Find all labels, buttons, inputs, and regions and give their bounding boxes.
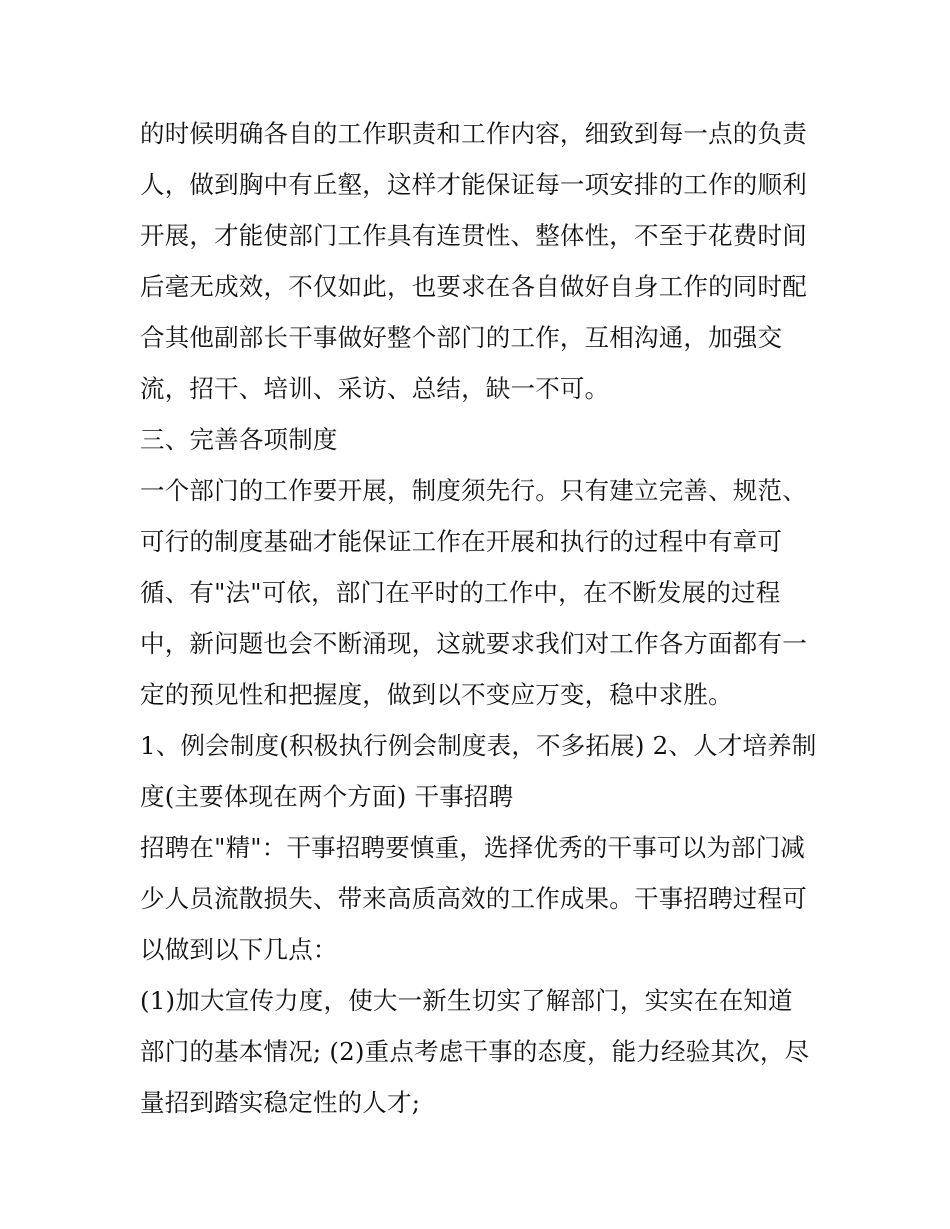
text-line: 1、例会制度(积极执行例会制度表，不多拓展) 2、人才培养制 xyxy=(140,731,817,760)
text-line: 后毫无成效，不仅如此，也要求在各自做好自身工作的同时配 xyxy=(140,272,807,301)
text-line: 少人员流散损失、带来高质高效的工作成果。干事招聘过程可 xyxy=(140,884,807,913)
section-heading: 三、完善各项制度 xyxy=(140,425,338,454)
text-line: 合其他副部长干事做好整个部门的工作，互相沟通，加强交 xyxy=(140,323,783,352)
text-line: 量招到踏实稳定性的人才; xyxy=(140,1088,421,1117)
text-line: 人，做到胸中有丘壑，这样才能保证每一项安排的工作的顺利 xyxy=(140,170,807,199)
body-text xyxy=(140,108,820,1128)
text-line: 度(主要体现在两个方面) 干事招聘 xyxy=(140,782,514,811)
text-line: 开展，才能使部门工作具有连贯性、整体性，不至于花费时间 xyxy=(140,221,807,250)
text-line: (1)加大宣传力度，使大一新生切实了解部门，实实在在知道 xyxy=(140,986,793,1015)
text-line: 循、有"法"可依，部门在平时的工作中，在不断发展的过程 xyxy=(140,578,781,607)
text-line: 流，招干、培训、采访、总结，缺一不可。 xyxy=(140,374,610,403)
text-line: 一个部门的工作要开展，制度须先行。只有建立完善、规范、 xyxy=(140,476,807,505)
text-line: 定的预见性和把握度，做到以不变应万变，稳中求胜。 xyxy=(140,680,733,709)
text-line: 招聘在"精"：干事招聘要慎重，选择优秀的干事可以为部门减 xyxy=(140,833,806,862)
text-line: 中，新问题也会不断涌现，这就要求我们对工作各方面都有一 xyxy=(140,629,807,658)
text-line: 可行的制度基础才能保证工作在开展和执行的过程中有章可 xyxy=(140,527,783,556)
text-line: 的时候明确各自的工作职责和工作内容，细致到每一点的负责 xyxy=(140,119,807,148)
text-line: 部门的基本情况; (2)重点考虑干事的态度，能力经验其次，尽 xyxy=(140,1037,810,1066)
text-line: 以做到以下几点： xyxy=(140,935,338,964)
